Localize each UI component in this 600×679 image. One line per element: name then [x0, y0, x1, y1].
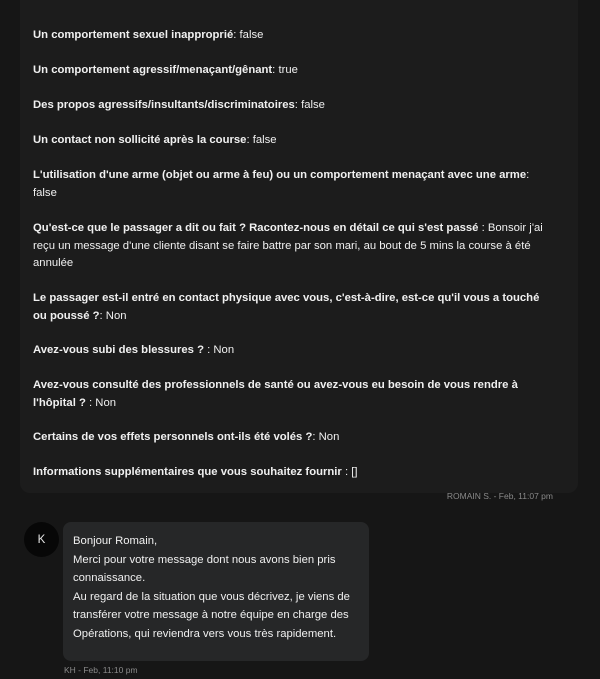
- reply-message-bubble: [63, 522, 369, 661]
- report-answer: : Non: [85, 396, 117, 409]
- report-item: [33, 167, 543, 202]
- reply-message-meta: KH - Feb, 11:10 pm: [64, 665, 138, 675]
- outgoing-message-bubble: [20, 0, 578, 493]
- outgoing-message-meta: ROMAIN S. - Feb, 11:07 pm: [446, 491, 553, 501]
- reply-line: Opérations, qui reviendra vers vous très rapidement.: [73, 627, 337, 640]
- report-answer: : []: [341, 466, 358, 478]
- reply-line: Au regard de la situation que vous décrivez, je viens de: [73, 590, 350, 603]
- reply-line: Merci pour votre message dont nous avons bien pris: [73, 553, 336, 566]
- report-item: [33, 429, 543, 447]
- report-answer: : false: [33, 169, 530, 199]
- report-question: Avez-vous consulté des professionnels de santé ou avez-vous eu besoin de vous rendre à l'hôpital ?: [33, 379, 518, 409]
- report-item: [33, 62, 543, 80]
- report-item: [33, 377, 543, 412]
- report-item: [33, 342, 543, 360]
- report-item: [33, 464, 543, 482]
- report-question: Un contact non sollicité après la course: [33, 134, 247, 146]
- report-item: [33, 220, 543, 273]
- report-answer: : Non: [99, 309, 127, 322]
- report-item: [33, 290, 543, 325]
- report-question: Un comportement agressif/menaçant/gênant: [33, 64, 273, 76]
- report-item: [33, 27, 543, 45]
- report-item: [33, 97, 543, 115]
- report-question: Des propos agressifs/insultants/discriminatoires: [33, 99, 295, 111]
- report-answer: : Non: [203, 344, 235, 356]
- report-item: [33, 132, 543, 150]
- report-answer: : Bonsoir j'ai reçu un message d'une cliente disant se faire battre par son mari, au bout de 5 mins la course à été annulée: [33, 222, 543, 269]
- reply-line: Bonjour Romain,: [73, 535, 158, 547]
- report-question: Qu'est-ce que le passager a dit ou fait ? Racontez-nous en détail ce qui s'est passé: [33, 222, 479, 234]
- report-answer: : false: [294, 99, 325, 111]
- report-question: Informations supplémentaires que vous souhaitez fournir: [33, 466, 342, 478]
- report-answer: : false: [233, 29, 264, 41]
- report-answer: : true: [272, 64, 298, 76]
- report-question: Le passager est-il entré en contact physique avec vous, c'est-à-dire, est-ce qu'il vous a touché ou poussé ?: [33, 292, 540, 322]
- avatar[interactable]: K: [24, 522, 59, 557]
- reply-line: transférer votre message à notre équipe en charge des: [73, 609, 349, 621]
- reply-message-text: [73, 532, 365, 643]
- report-question: L'utilisation d'une arme (objet ou arme à feu) ou un comportement menaçant avec une arme: [33, 169, 527, 181]
- reply-line: connaissance.: [73, 572, 146, 584]
- report-question: Avez-vous subi des blessures ?: [33, 344, 204, 356]
- report-question: Certains de vos effets personnels ont-ils été volés ?: [33, 431, 313, 443]
- report-answer: : Non: [312, 431, 340, 443]
- report-answer: : false: [246, 134, 277, 146]
- report-question: Un comportement sexuel inapproprié: [33, 29, 234, 41]
